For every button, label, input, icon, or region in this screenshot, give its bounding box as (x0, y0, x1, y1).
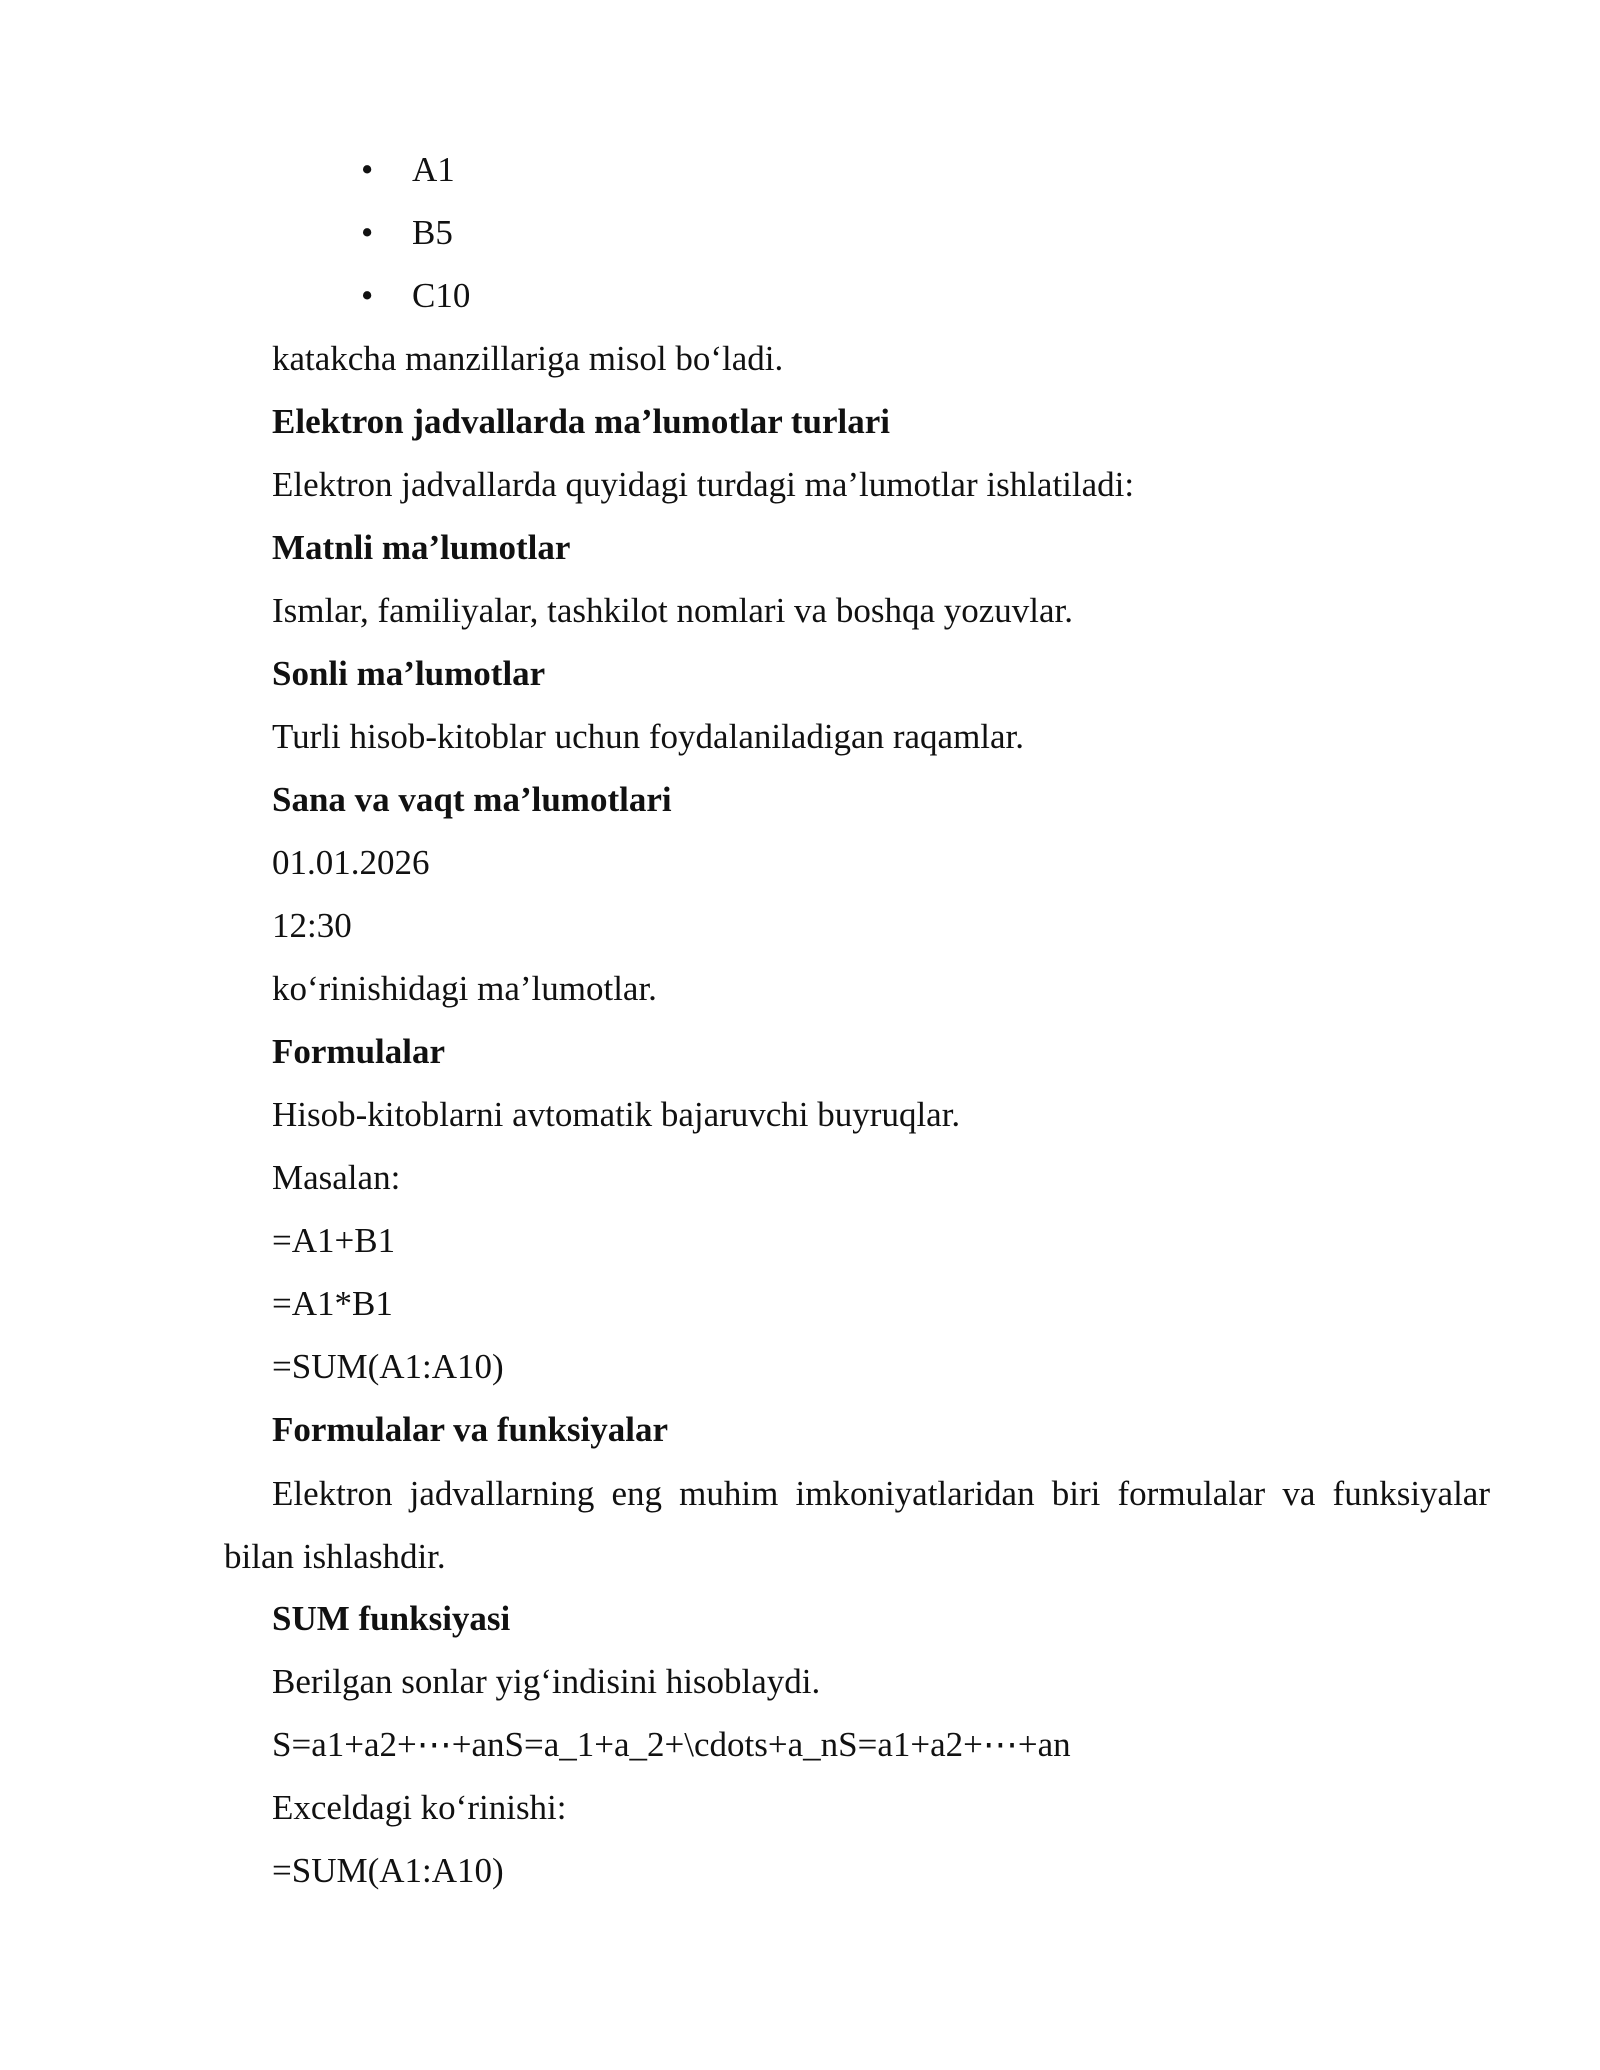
section-heading: Formulalar va funksiyalar (272, 1410, 669, 1449)
body-text: Exceldagi ko‘rinishi: (272, 1788, 567, 1827)
section-heading: Elektron jadvallarda ma’lumotlar turlari (272, 402, 890, 441)
formula-example: =SUM(A1:A10) (272, 1347, 504, 1386)
body-text: Turli hisob-kitoblar uchun foydalaniladigan raqamlar. (272, 717, 1025, 756)
subheading: Formulalar (272, 1032, 446, 1071)
formula-example: =SUM(A1:A10) (272, 1851, 504, 1890)
list-item-text: C10 (412, 276, 471, 315)
example-date: 01.01.2026 (272, 843, 430, 882)
body-text: Ismlar, familiyalar, tashkilot nomlari va boshqa yozuvlar. (272, 591, 1074, 630)
list-item (224, 145, 1490, 208)
body-text: ko‘rinishidagi ma’lumotlar. (272, 969, 657, 1008)
list-item-text: A1 (412, 150, 455, 189)
subheading: Matnli ma’lumotlar (272, 528, 571, 567)
subheading: SUM funksiyasi (272, 1599, 511, 1638)
bullet-dot-icon: • (361, 276, 374, 315)
subheading: Sana va vaqt ma’lumotlari (272, 780, 672, 819)
body-text: katakcha manzillariga misol bo‘ladi. (272, 339, 784, 378)
formula-example: =A1+B1 (272, 1221, 396, 1260)
subheading: Sonli ma’lumotlar (272, 654, 546, 693)
body-text: Masalan: (272, 1158, 401, 1197)
bullet-dot-icon: • (361, 213, 374, 252)
bullet-dot-icon: • (361, 150, 374, 189)
example-time: 12:30 (272, 906, 352, 945)
cell-address-list (224, 145, 1490, 334)
body-paragraph: Elektron jadvallarning eng muhim imkoniyatlaridan biri formulalar va funksiyalar bilan ishlashdir. (224, 1474, 1490, 1576)
body-text: Berilgan sonlar yig‘indisini hisoblaydi. (272, 1662, 821, 1701)
list-item (224, 271, 1490, 334)
list-item (224, 208, 1490, 271)
list-item-text: B5 (412, 213, 453, 252)
formula-text: S=a1+a2+⋯+anS=a_1+a_2+\cdots+a_nS=a1+a2+⋯+an (272, 1725, 1071, 1764)
body-text: Hisob-kitoblarni avtomatik bajaruvchi buyruqlar. (272, 1095, 961, 1134)
formula-example: =A1*B1 (272, 1284, 393, 1323)
body-text: Elektron jadvallarda quyidagi turdagi ma’lumotlar ishlatiladi: (272, 465, 1135, 504)
